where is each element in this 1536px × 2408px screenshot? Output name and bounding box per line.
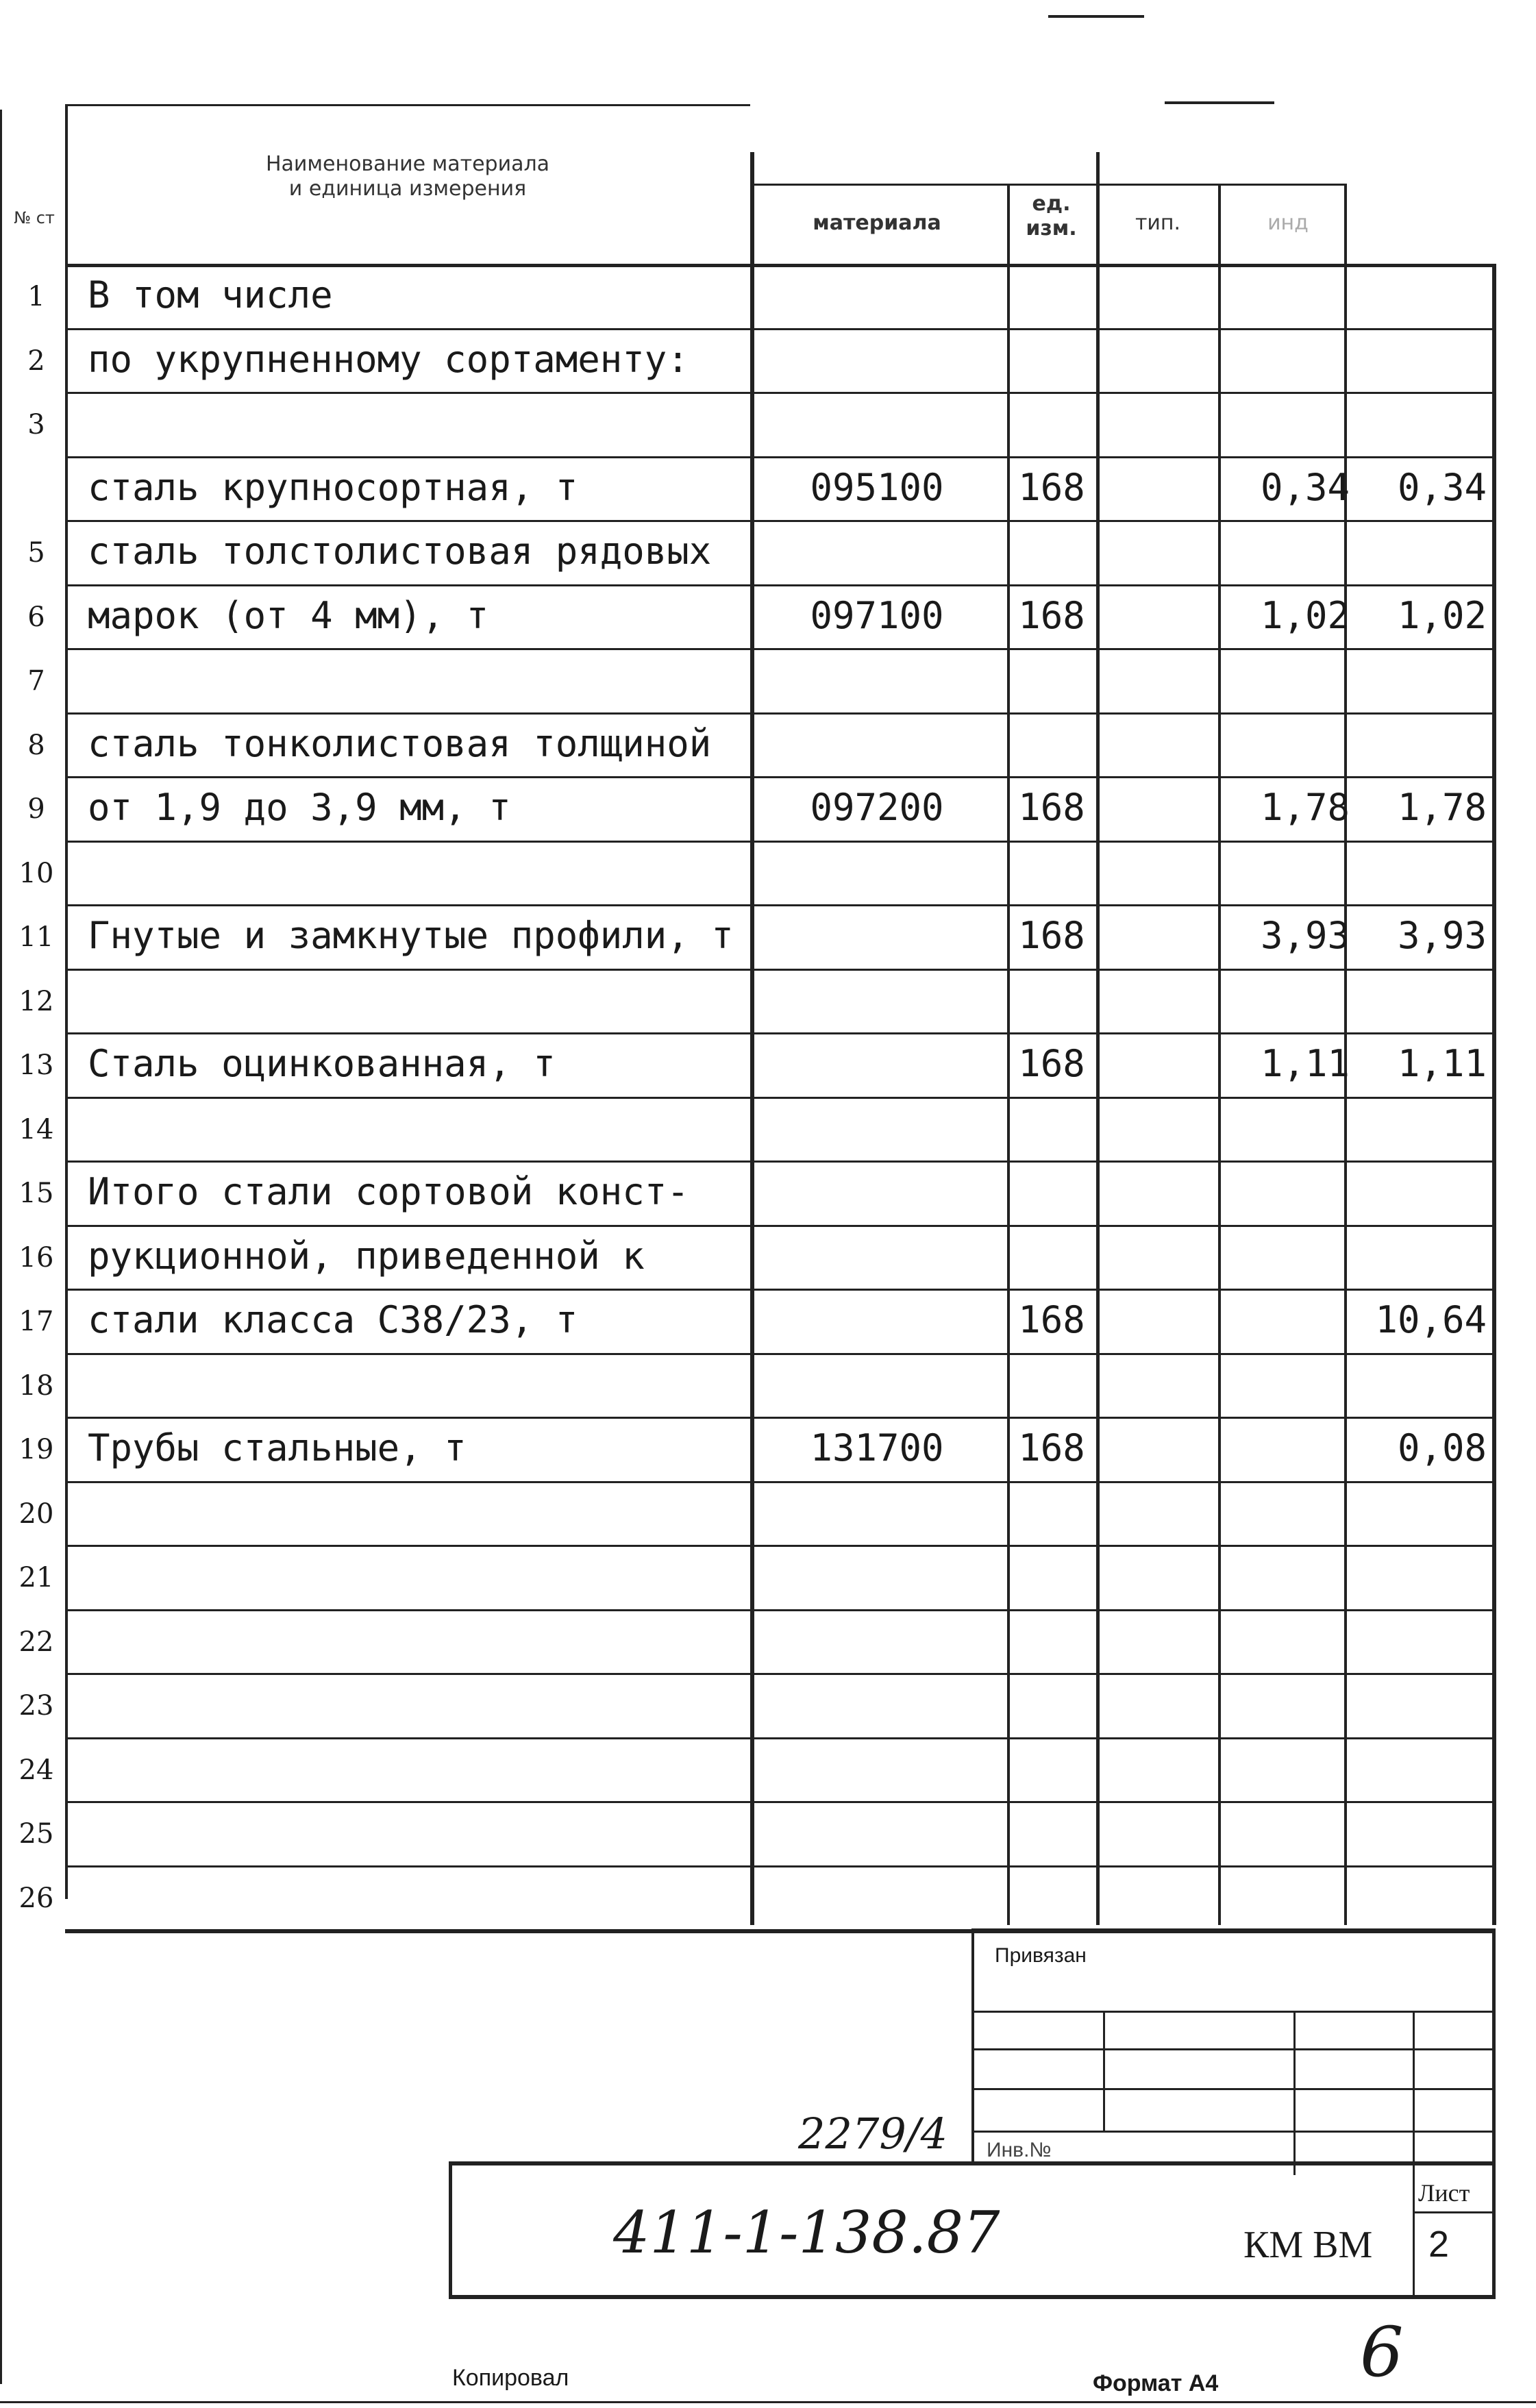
row-unit: 168 — [1018, 1298, 1085, 1341]
row-number: 22 — [18, 1626, 54, 1658]
privyazan-label: Привязан — [995, 1944, 1087, 1967]
row-line — [65, 1609, 1494, 1611]
row-line — [65, 520, 1494, 522]
row-line — [65, 1225, 1494, 1227]
row-number: 21 — [18, 1562, 54, 1593]
tip-col-header: тип. — [1135, 211, 1181, 235]
format-label: Формат А4 — [1093, 2370, 1219, 2396]
stamp-right — [1492, 1928, 1496, 2298]
stamp-line — [971, 2048, 1496, 2050]
row-name: рукционной, приведенной к — [88, 1234, 645, 1278]
row-number: 19 — [18, 1434, 54, 1465]
row-number: 23 — [18, 1690, 54, 1722]
row-number: 9 — [27, 793, 45, 825]
row-number: 18 — [18, 1370, 54, 1402]
title-block-bottom — [449, 2295, 1496, 2299]
row-number: 6 — [27, 601, 45, 633]
row-name: В том числе — [88, 273, 333, 316]
row-line — [65, 648, 1494, 650]
col-divider-tip — [1096, 152, 1100, 1925]
row-ind-value: 10,64 — [1375, 1298, 1487, 1341]
row-name: Итого стали сортовой конст- — [88, 1170, 689, 1213]
row-unit: 168 — [1018, 786, 1085, 829]
row-ind-value: 0,08 — [1397, 1426, 1487, 1469]
row-line — [65, 1353, 1494, 1355]
stamp-line — [971, 2131, 1496, 2133]
row-line — [65, 1289, 1494, 1291]
row-material-code: 097200 — [810, 786, 944, 829]
row-number: 2 — [27, 345, 45, 377]
row-number: 24 — [18, 1754, 54, 1786]
row-tip-value: 3,93 — [1260, 914, 1350, 957]
row-line — [65, 904, 1494, 906]
unit-col-header: ед. изм. — [1026, 192, 1077, 240]
row-line — [65, 1160, 1494, 1163]
row-number: 17 — [18, 1306, 54, 1337]
row-material-code: 097100 — [810, 594, 944, 637]
row-unit: 168 — [1018, 914, 1085, 957]
row-line — [65, 328, 1494, 330]
row-name: сталь тонколистовая толщиной — [88, 722, 712, 765]
document-code: 411-1-138.87 — [613, 2199, 1000, 2266]
row-line — [65, 1737, 1494, 1739]
page-bottom-line — [0, 2401, 1536, 2403]
stamp-vline — [1293, 2011, 1296, 2175]
row-line — [65, 712, 1494, 715]
row-tip-value: 1,11 — [1260, 1042, 1350, 1085]
row-line — [65, 392, 1494, 394]
row-number: 8 — [27, 730, 45, 761]
row-line — [65, 841, 1494, 843]
top-dash — [1048, 15, 1144, 18]
row-ind-value: 1,11 — [1397, 1042, 1487, 1085]
row-unit: 168 — [1018, 1042, 1085, 1085]
sheet-label: Лист — [1418, 2179, 1470, 2207]
row-number: 11 — [18, 921, 54, 953]
row-line — [65, 1097, 1494, 1099]
row-ind-value: 3,93 — [1397, 914, 1487, 957]
row-line — [65, 456, 1494, 458]
row-name: Сталь оцинкованная, т — [88, 1042, 556, 1085]
ind-col-header: инд — [1267, 211, 1309, 235]
row-tip-value: 0,34 — [1260, 466, 1350, 509]
row-number: 5 — [27, 537, 45, 569]
row-number: 15 — [18, 1178, 54, 1209]
row-material-code: 095100 — [810, 466, 944, 509]
row-number: 13 — [18, 1050, 54, 1081]
row-name: от 1,9 до 3,9 мм, т — [88, 786, 511, 829]
row-number: 10 — [18, 858, 54, 889]
document-mark: КМ ВМ — [1243, 2224, 1373, 2266]
row-line — [65, 1801, 1494, 1803]
stamp-left — [971, 1928, 974, 2165]
stamp-line — [971, 2088, 1496, 2090]
name-col-header: Наименование материала и единица измерения — [265, 152, 550, 201]
row-line — [65, 776, 1494, 778]
handwritten-page-number: 6 — [1360, 2312, 1404, 2392]
row-ind-value: 1,78 — [1397, 786, 1487, 829]
title-block-top — [449, 2161, 1496, 2165]
title-block-left — [449, 2161, 452, 2298]
inv-number: 2279/4 — [798, 2109, 948, 2159]
inv-no-label: Инв.№ — [987, 2139, 1052, 2161]
row-line — [65, 1417, 1494, 1419]
row-line — [65, 1673, 1494, 1675]
sheet-divider — [1413, 2211, 1495, 2213]
row-name: по укрупненному сортаменту: — [88, 338, 689, 381]
row-number: 7 — [27, 665, 45, 697]
top-dash — [1165, 101, 1274, 104]
row-ind-value: 0,34 — [1397, 466, 1487, 509]
row-unit: 168 — [1018, 594, 1085, 637]
row-number: 25 — [18, 1818, 54, 1850]
row-name: стали класса С38/23, т — [88, 1298, 578, 1341]
right-border — [1492, 264, 1496, 1925]
stamp-top — [971, 1928, 1496, 1931]
row-line — [65, 1865, 1494, 1867]
row-unit: 168 — [1018, 466, 1085, 509]
row-line — [65, 969, 1494, 971]
row-tip-value: 1,78 — [1260, 786, 1350, 829]
header-top-line — [65, 104, 750, 106]
col-divider-material — [750, 152, 754, 1925]
row-ind-value: 1,02 — [1397, 594, 1487, 637]
left-border — [65, 104, 68, 1899]
row-name: Гнутые и замкнутые профили, т — [88, 914, 734, 957]
row-line — [65, 1032, 1494, 1034]
row-number: 16 — [18, 1242, 54, 1274]
copied-label: Копировал — [452, 2365, 569, 2391]
row-number: 1 — [27, 281, 45, 312]
row-line — [65, 584, 1494, 586]
row-line — [65, 1481, 1494, 1483]
row-material-code: 131700 — [810, 1426, 944, 1469]
header-sub-line — [750, 184, 1346, 186]
sheet-number: 2 — [1428, 2224, 1450, 2265]
material-col-header: материала — [813, 211, 941, 235]
row-name: сталь крупносортная, т — [88, 466, 578, 509]
row-number: 26 — [18, 1883, 54, 1914]
row-name: сталь толстолистовая рядовых — [88, 530, 712, 573]
row-no-header: № ст — [14, 208, 55, 227]
row-line — [65, 1545, 1494, 1547]
row-number: 12 — [18, 986, 54, 1017]
stamp-vline — [1103, 2011, 1105, 2131]
row-unit: 168 — [1018, 1426, 1085, 1469]
page-edge — [0, 110, 2, 2384]
row-tip-value: 1,02 — [1260, 594, 1350, 637]
row-number: 14 — [18, 1114, 54, 1145]
stamp-line — [971, 2011, 1496, 2013]
stamp-vline — [1413, 2011, 1415, 2298]
row-number: 20 — [18, 1498, 54, 1530]
row-number: 3 — [27, 409, 45, 440]
row-name: Трубы стальные, т — [88, 1426, 467, 1469]
row-name: марок (от 4 мм), т — [88, 594, 489, 637]
row-line — [65, 264, 1494, 267]
